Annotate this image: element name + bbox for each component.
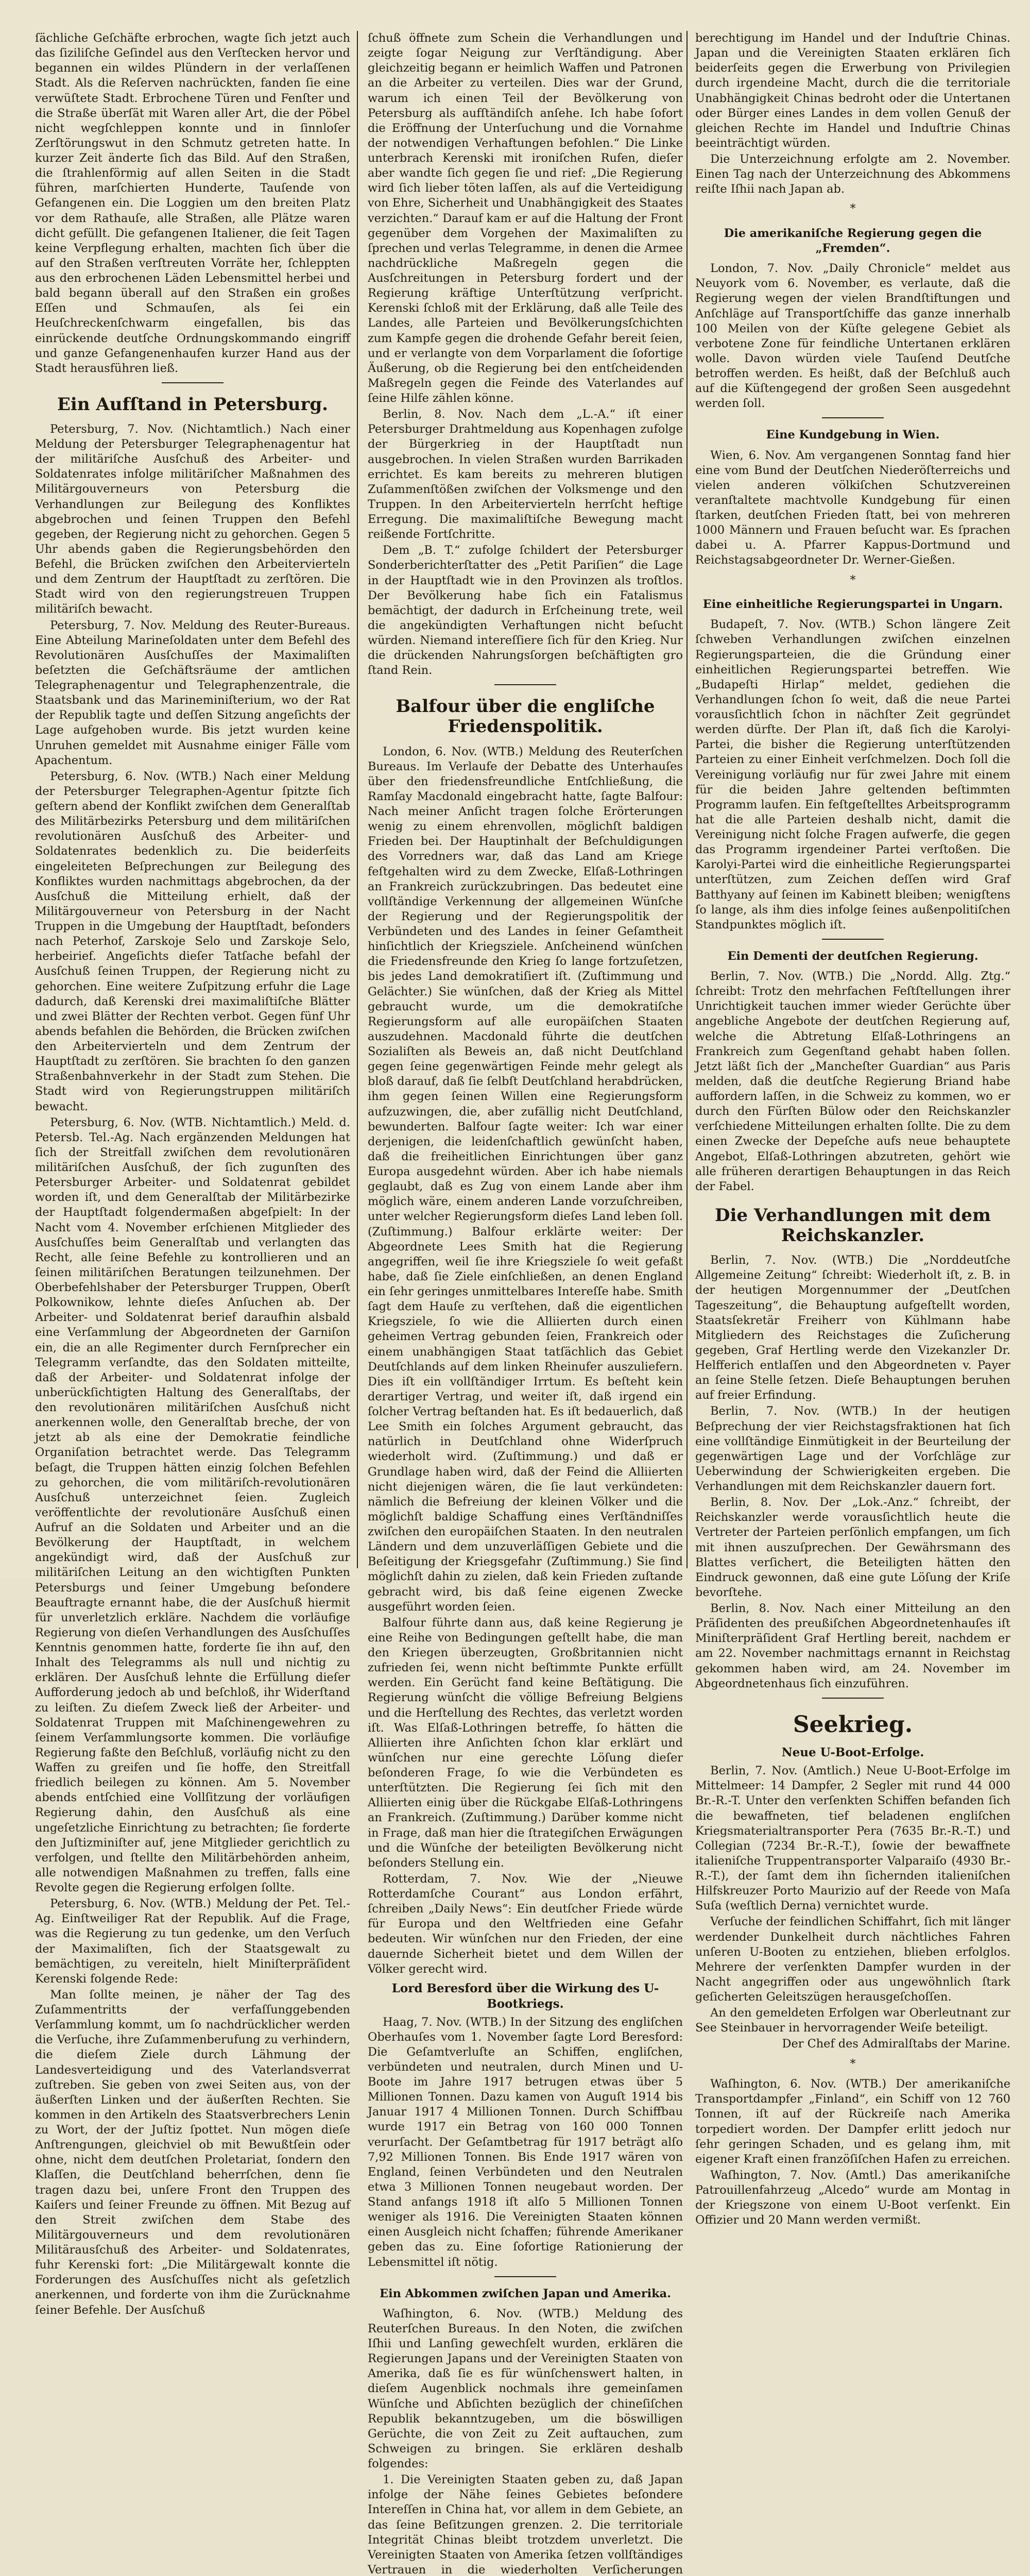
paragraph: ſchuß öffnete zum Schein die Verhandlungen und zeigte ſogar Neigung zur Verſtändigung. Aber gleichzeitig begann er heimlich Waffen und Patronen an die Arbeiter zu verteilen. Dies war der Grund, warum ich einen Teil der Bevölkerung von Petersburg als aufſtändiſch anſehe. Ich habe ſofort die Eröffnung der Unterſuchung und die Vornahme der notwendigen Verhaftungen befohlen.“ Die Linke unterbrach Kerenski mit ironiſchen Rufen, dieſer aber wandte ſich gegen ſie und rief: „Die Regierung wird ſich lieber töten laſſen, als auf die Verteidigung von Ehre, Sicherheit und Unabhängigkeit des Staates verzichten.“ Darauf kam er auf die Haltung der Front gegenüber dem Vorgehen der Maximaliſten zu ſprechen und verlas Telegramme, in denen die Armee nachdrückliche Maßregeln gegen die Ausſchreitungen in Petersburg fordert und der Regierung kräftige Unterſtützung verſpricht. Kerenski ſchloß mit der Erklärung, daß alle Teile des Landes, alle Parteien und Bevölkerungsſchichten zum Kampfe gegen die drohende Gefahr bereit ſeien, und er verlangte von dem Vorparlament die ſofortige Äußerung, ob die Regierung bei den entſcheidenden Maßregeln gegen die Feinde des Vaterlandes auf ſeine Hilfe zählen könne. (368, 31, 683, 405)
column-2 (368, 31, 683, 2576)
column-rule (357, 31, 358, 1568)
headline-fremden: Die amerikaniſche Regierung gegen die „Fremden“. (724, 226, 982, 256)
paragraph: Berlin, 8. Nov. Nach dem „L.-A.“ iſt einer Petersburger Drahtmeldung aus Kopenhagen zufolge der Bürgerkrieg in der Hauptſtadt nun ausgebrochen. In vielen Straßen wurden Barrikaden errichtet. Es kam bereits zu mehreren blutigen Zuſammenſtößen zwiſchen der Volksmenge und den Truppen. In den Arbeitervierteln herrſcht heftige Erregung. Die maximaliſtiſche Bewegung macht reißende Fortſchritte. (368, 408, 683, 541)
paragraph: Die Unterzeichnung erfolgte am 2. November. Einen Tag nach der Unterzeichnung des Abkommens reiſte Iſhii nach Japan ab. (695, 152, 1010, 196)
paragraph: London, 7. Nov. „Daily Chronicle“ meldet aus Neuyork vom 6. November, es verlaute, daß die Regierung wegen der vielen Brandſtiftungen und Anſchläge auf Transportſchiffe das ganze innerhalb 100 Meilen von der Küſte gelegene Gebiet als verbotene Zone für feindliche Untertanen erklären wolle. Davon würden viele Tauſend Deutſche betroffen werden. Es heißt, daß der Beſchluß auch auf die Küſtengegend der großen Seen ausgedehnt werden ſoll. (695, 262, 1010, 411)
paragraph: Petersburg, 7. Nov. Meldung des Reuter-Bureaus. Eine Abteilung Marineſoldaten unter dem Befehl des Revolutionären Ausſchuſſes der Maximaliſten beſetzten die Geſchäftsräume der amtlichen Telegraphenagentur und Telegraphenzentrale, die Staatsbank und das Marineminiſterium, wo der Rat der Republik tagte und deſſen Sitzung angeſichts der Lage aufgehoben wurde. Bis jetzt wurden keine Unruhen gemeldet mit Ausnahme einiger Fälle vom Apachentum. (35, 618, 350, 767)
paragraph: 1. Die Vereinigten Staaten geben zu, daß Japan infolge der Nähe ſeines Gebietes beſondere Intereſſen in China hat, vor allem in dem Gebiete, an das ſeine Beſitzungen grenzen. 2. Die territoriale Integrität Chinas bleibt trotzdem unverletzt. Die Vereinigten Staaten von Amerika ſetzen vollſtändiges Vertrauen in die wiederholten Verſicherungen (368, 2473, 683, 2576)
paragraph: Berlin, 7. Nov. (WTB.) Die „Nordd. Allg. Ztg.“ ſchreibt: Trotz den mehrfachen Feſtſtellungen ihrer Unrichtigkeit tauchen immer wieder Gerüchte über angebliche Angebote der deutſchen Regierung auf, welche die Abtretung Elſaß-Lothringens an Frankreich zum Gegenſtand gehabt haben ſollen. Jetzt läßt ſich der „Mancheſter Guardian“ aus Paris melden, daß die deutſche Regierung Briand habe auffordern laſſen, in die Schweiz zu kommen, wo er durch den Fürſten Bülow oder den Reichskanzler verſchiedene Mitteilungen erhalten ſollte. Die zu dem einen Zwecke der Depeſche aufs neue behauptete Angebot, Elſaß-Lothringen abzutreten, gehört wie alle früheren derartigen Behauptungen in das Reich der Fabel. (695, 970, 1010, 1193)
paragraph: Berlin, 7. Nov. (WTB.) Die „Norddeutſche Allgemeine Zeitung“ ſchreibt: Wiederholt iſt, z. B. in der heutigen Morgennummer der „Deutſchen Tageszeitung“, die Behauptung aufgeſtellt worden, Staatsſekretär Freiherr von Kühlmann habe Mitgliedern des Reichstages die Zuſicherung gegeben, Graf Hertling werde den Vizekanzler Dr. Helfferich entlaſſen und den Abgeordneten v. Payer an ſeine Stelle ſetzen. Dieſe Behauptungen beruhen auf freier Erfindung. (695, 1253, 1010, 1402)
headline-beresford: Lord Beresford über die Wirkung des U-Bootkriegs. (391, 1981, 659, 2011)
separator-line (494, 684, 556, 685)
headline-japan: Ein Abkommen zwiſchen Japan und Amerika. (380, 2286, 671, 2300)
paragraph: Budapeſt, 7. Nov. (WTB.) Schon längere Zeit ſchweben Verhandlungen zwiſchen einzelnen Regierungsparteien, die die Gründung einer einheitlichen Regierungspartei betreffen. Wie „Budapeſti Hirlap“ meldet, gediehen die Verhandlungen ſchon ſo weit, daß die neue Partei vorausſichtlich ſchon in nächſter Zeit gegründet werden dürfte. Der Plan iſt, daß ſich die Karolyi-Partei, die bisher die Regierung unterſtützenden Parteien zu einer Einheit verſchmelzen. Doch ſoll die Vereinigung vorläufig nur für zwei Jahre mit einem für die beiden Jahre geltenden beſtimmten Programm laufen. Ein feſtgeſtelltes Arbeitsprogramm hat die alle Parteien deshalb nicht, damit die Vereinigung nicht ſolche Fragen aufwerfe, die gegen das Programm irgendeiner Partei verſtoßen. Die Karolyi-Partei wird die einheitliche Regierungspartei unterſtützen, zum Zeichen deſſen wird Graf Batthyany auf ſeinen im Kabinett bleiben; wenigſtens ſo lange, als ihm dies infolge ſeines außenpolitiſchen Standpunktes möglich iſt. (695, 618, 1010, 931)
paragraph: An den gemeldeten Erfolgen war Oberleutnant zur See Steinbauer in hervorragender Weiſe beteiligt. (695, 2006, 1010, 2035)
paragraph: Berlin, 7. Nov. (WTB.) In der heutigen Beſprechung der vier Reichstagsfraktionen hat ſich eine vollſtändige Einmütigkeit in der Beurteilung der gegenwärtigen Lage und der Vorſchläge zur Ueberwindung der Schwierigkeiten ergeben. Die Verhandlungen mit dem Reichskanzler dauern fort. (695, 1404, 1010, 1493)
paragraph: Petersburg, 7. Nov. (Nichtamtlich.) Nach einer Meldung der Petersburger Telegraphenagentur hat der militäriſche Ausſchuß des Arbeiter- und Soldatenrates infolge militäriſcher Maßnahmen des Militärgouverneurs von Petersburg die Verhandlungen zur Beilegung des Konfliktes abgebrochen und ſeinen Truppen den Befehl gegeben, der Regierung nicht zu gehorchen. Gegen 5 Uhr abends gaben die Regierungsbehörden den Befehl, die Brücken zwiſchen den Arbeitervierteln und dem Zentrum der Hauptſtadt zu zerſtören. Die Stadt wird von den regierungstreuen Truppen militäriſch bewacht. (35, 422, 350, 616)
signature-admiral: Der Chef des Admiralſtabs der Marine. (782, 2037, 1010, 2051)
paragraph: Verſuche der feindlichen Schiffahrt, ſich mit länger werdender Dunkelheit durch nächtliches Fahren unſeren U-Booten zu entziehen, blieben erfolglos. Mehrere der verſenkten Dampfer wurden in der Nacht angegriffen oder aus ungewöhnlich ſtark geſicherten Geleitszügen herausgeſchoſſen. (695, 1915, 1010, 2004)
headline-wien: Eine Kundgebung in Wien. (766, 428, 940, 442)
paragraph: Wien, 6. Nov. Am vergangenen Sonntag fand hier eine vom Bund der Deutſchen Niederöſterreichs und vielen anderen völkiſchen Schutzvereinen veranſtaltete machtvolle Kundgebung für einen ſtarken, deutſchen Frieden ſtatt, bei von mehreren 1000 Männern und Frauen beſucht war. Es ſprachen dabei u. A. Pfarrer Kappus-Dortmund und Reichstagsabgeordneter Dr. Werner-Gießen. (695, 448, 1010, 567)
column-1 (35, 31, 350, 2317)
paragraph: Haag, 7. Nov. (WTB.) In der Sitzung des engliſchen Oberhauſes vom 1. November ſagte Lord Beresford: Die Geſamtverluſte an Schiffen, engliſchen, verbündeten und neutralen, durch Minen und U-Boote im Jahre 1917 betrugen etwas über 5 Millionen Tonnen. Dazu kamen von Auguſt 1914 bis Januar 1917 4 Millionen Tonnen. Durch Schiffbau wurde 1917 ein Betrag von 160 000 Tonnen verurſacht. Der Geſamtbetrag für 1917 beträgt alſo 7,92 Millionen Tonnen. Bis Ende 1917 wären von England, ſeinen Verbündeten und den Neutralen etwa 3 Millionen Tonnen neugebaut worden. Der Stand anfangs 1918 iſt alſo 5 Millionen Tonnen weniger als 1916. Die Vereinigten Staaten können einen Ausgleich nicht ſchaffen; führende Amerikaner geben das zu. Eine ſofortige Rationierung der Lebensmittel iſt nötig. (368, 2015, 683, 2269)
headline-balfour: Balfour über die engliſche Friedenspolitik. (396, 696, 655, 737)
headline-dementi: Ein Dementi der deutſchen Regierung. (727, 949, 978, 963)
paragraph: Rotterdam, 7. Nov. Wie der „Nieuwe Rotterdamſche Courant“ aus London erfährt, ſchreiben „Daily News“: Ein deutſcher Friede würde für Europa und den Weltfrieden eine Gefahr bedeuten. Wir wünſchen nur den Frieden, der eine dauernde Sicherheit bietet und dem Willen der Völker gerecht wird. (368, 1872, 683, 1976)
paragraph: Waſhington, 7. Nov. (Amtl.) Das amerikaniſche Patrouillenfahrzeug „Alcedo“ wurde am Montag in der Kriegszone von einem U-Boot verſenkt. Ein Offizier und 20 Mann werden vermißt. (695, 2168, 1010, 2227)
article-continuation: ſächliche Geſchäfte erbrochen, wagte ſich jetzt auch das ſiziliſche Geſindel aus den Verſtecken hervor und begannen ein wildes Plündern in der verlaſſenen Stadt. Als die Reſerven nachrückten, fanden ſie eine verwüſtete Stadt. Erbrochene Türen und Fenſter und die Straße überſät mit Waren aller Art, die der Pöbel nicht wegſchleppen konnte und in ſinnloſer Zerſtörungswut in den Schmutz getreten hatte. In kurzer Zeit änderte ſich das Bild. Auf den Straßen, die ſtrahlenförmig auf allen Seiten in die Stadt führen, marſchierten Hunderte, Tauſende von Gefangenen ein. Die Loggien um den breiten Platz vor dem Rathauſe, alle Straßen, alle Plätze waren dicht gefüllt. Die gefangenen Italiener, die ſeit Tagen keine Verpflegung erhalten, machten ſich über die auf den Straßen verſtreuten Vorräte her, ſchleppten aus den erbrochenen Läden Lebensmittel herbei und bald begann überall auf den Straßen ein großes Eſſen und Schmauſen, als ſei ein Heuſchreckenſchwarm eingefallen, bis das einrückende deutſche Ordnungskommando eingriff und ganze Gefangenenhaufen kurzer Hand aus der Stadt herausführen ließ. (35, 31, 350, 375)
paragraph: Petersburg, 6. Nov. (WTB.) Nach einer Meldung der Petersburger Telegraphen-Agentur ſpitzte ſich geſtern abend der Konflikt zwiſchen dem Generalſtab des Militärbezirks Petersburg und dem militäriſchen revolutionären Ausſchuß des Arbeiter- und Soldatenrates bedenklich zu. Die beiderſeits eingeleiteten Beſprechungen zur Beilegung des Konfliktes wurden nachmittags abgebrochen, da der Ausſchuß die Mitteilung erhielt, daß der Militärgouverneur von Petersburg in der Nacht Truppen in die Umgebung der Hauptſtadt, beſonders nach Peterhof, Zarskoje Selo und Zarskoje Selo, herbeirief. Angeſichts dieſer Tatſache befahl der Ausſchuß ſeinen Truppen, der Regierung nicht zu gehorchen. Eine weitere Zuſpitzung erfuhr die Lage dadurch, daß Kerenski drei maximaliſtiſche Blätter und zwei Blätter der Rechten verbot. Gegen fünf Uhr abends befahlen die Behörden, die Brücken zwiſchen den Arbeitervierteln und dem Zentrum der Hauptſtadt zu zerſtören. Sie brachten ſo den ganzen Straßenbahnverkehr in der Stadt zum Stehen. Die Stadt wird von Regierungstruppen militäriſch bewacht. (35, 769, 350, 1113)
separator-line (822, 417, 884, 418)
column-3 (695, 31, 1010, 2227)
headline-ungarn: Eine einheitliche Regierungspartei in Ungarn. (702, 598, 1003, 612)
paragraph: Petersburg, 6. Nov. (WTB. Nichtamtlich.) Meld. d. Petersb. Tel.-Ag. Nach ergänzenden Meldungen hat ſich der Streitfall zwiſchen dem revolutionären militäriſchen Ausſchuß, der ſich zugunſten des Petersburger Arbeiter- und Soldatenrat gebildet worden iſt, und dem Generalſtab der Militärbezirke der Hauptſtadt folgendermaßen abgeſpielt: In der Nacht vom 4. November erſchienen Mitglieder des Ausſchuſſes beim Generalſtab und verlangten das Recht, alle ſeine Befehle zu kontrollieren und an ſeinen militäriſchen Beratungen teilzunehmen. Der Oberbefehlshaber der Petersburger Truppen, Oberſt Polkownikow, lehnte dieſes Anſuchen ab. Der Arbeiter- und Soldatenrat berief daraufhin alsbald eine Verſammlung der Abgeordneten der Garniſon ein, die an alle Regimenter durch Fernſprecher ein Telegramm verſandte, das den Soldaten mitteilte, daß der Arbeiter- und Soldatenrat infolge der unberückſichtigten Haltung des Generalſtabs, der den revolutionären militäriſchen Ausſchuß nicht anerkennen wolle, den Generalſtab breche, der von jetzt ab als eine der Demokratie feindliche Organiſation betrachtet werde. Das Telegramm beſagt, die Truppen hätten einzig ſolchen Befehlen zu gehorchen, die vom militäriſch-revolutionären Ausſchuß unterzeichnet ſeien. Zugleich veröffentlichte der revolutionäre Ausſchuß einen Aufruf an die Soldaten und Arbeiter und an die Bevölkerung der Hauptſtadt, in welchem angekündigt wird, daß der Ausſchuß zur militäriſchen Leitung an den wichtigſten Punkten Petersburgs und ſeiner Umgebung beſondere Beauftragte ernannt habe, die der Ausſchuß hiermit für unverletzlich erkläre. Nachdem die vorläufige Regierung von dieſen Verhandlungen des Ausſchuſſes Kenntnis genommen hatte, forderte ſie ihn auf, den Inhalt des Telegramms als null und nichtig zu erklären. Der Ausſchuß lehnte die Erfüllung dieſer Aufforderung jedoch ab und beſchloß, ihr Widerſtand zu leiſten. Zu dieſem Zweck ließ der Arbeiter- und Soldatenrat Truppen mit Maſchinengewehren zu ſeinem Verſammlungsorte kommen. Die vorläufige Regierung faßte den Beſchluß, vorläufig nicht zu den Waffen zu greifen und ſie hoffe, den Streitfall friedlich beilegen zu können. Am 5. November abends entſchied eine Vollſitzung der vorläufigen Regierung dahin, den Ausſchuß als eine ungeſetzliche Einrichtung zu betrachten; ſie forderte den Juſtizminiſter auf, jene Mitglieder gerichtlich zu verfolgen, und ſtellte den Militärbehörden anheim, alle notwendigen Maßnahmen zu treffen, falls eine Revolte gegen die Regierung erfolgen ſollte. (35, 1115, 350, 1895)
paragraph: Balfour führte dann aus, daß keine Regierung je eine Reihe von Bedingungen geſtellt habe, die man den Kriegen überzeugten, Großbritannien nicht zufrieden ſei, wenn nicht beſtimmte Punkte erfüllt werden. Ein Gerücht fand keine Beſtätigung. Die Regierung wünſcht die völlige Befreiung Belgiens und die Herſtellung des Rechtes, das verletzt worden iſt. Was Elſaß-Lothringen betreffe, ſo hätten die Alliierten ihre Anſichten ſchon klar erklärt und wünſchen nur eine gerechte Löſung dieſer beſonderen Frage, ſo wie die Verbündeten es unterſtützten. Die Regierung ſei ſich mit den Alliierten einig über die Rückgabe Elſaß-Lothringens an Frankreich. (Zuſtimmung.) Darüber komme nicht in Frage, daß man hier die ſtrategiſchen Erwägungen und die Wünſche der beteiligten Bevölkerung nicht beſonders Stellung ein. (368, 1616, 683, 1870)
headline-petersburg: Ein Aufſtand in Petersburg. (57, 394, 328, 415)
paragraph: Petersburg, 6. Nov. (WTB.) Meldung der Pet. Tel.-Ag. Einſtweiliger Rat der Republik. Auf die Frage, was die Regierung zu tun gedenke, um den Verſuch der Maximaliſten, ſich der Staatsgewalt zu bemächtigen, zu vereiteln, hielt Miniſterpräſident Kerenski folgende Rede: (35, 1897, 350, 1986)
separator-line (162, 382, 224, 383)
asterisk-divider: * (850, 573, 856, 587)
paragraph: London, 6. Nov. (WTB.) Meldung des Reuterſchen Bureaus. Im Verlaufe der Debatte des Unterhauſes über den friedensfreundliche Entſchließung, die Ramſay Macdonald eingebracht hatte, ſagte Balfour: Nach meiner Anſicht tragen ſolche Erörterungen wenig zu einem ehrenvollen, möglichſt baldigen Frieden bei. Der Hauptinhalt der Beſchuldigungen des Vorredners war, daß das Land am Kriege feſtgehalten wird zu dem Zwecke, Elſaß-Lothringen an Frankreich zurückzubringen. Das bedeutet eine vollſtändige Verkennung der allgemeinen Wünſche der Regierung und der Regierungspolitik der Verbündeten und des Landes in ſeiner Geſamtheit hinſichtlich der Kriegsziele. Anſcheinend wünſchen die Friedensfreunde den Krieg ſo lange fortzuſetzen, bis jedes Land demokratiſiert iſt. (Zuſtimmung und Gelächter.) Sie wünſchen, daß der Krieg als Mittel gebraucht wurde, um die demokratiſche Regierungsform auf alle europäiſchen Staaten auszudehnen. Macdonald führte die deutſchen Sozialiſten als Beweis an, daß nicht Deutſchland gegen ſeine gegenwärtigen Feinde mehr gelegt als bloß darauf, daß ſie ſelbſt Deutſchland herabdrücken, ihm gegen ſeinen Willen eine Regierungsform aufzuzwingen, die, aber zufällig nicht Deutſchland, bewunderten. Balfour ſagte weiter: Ich war einer derjenigen, die leidenſchaftlich gewünſcht haben, daß die freiheitlichen Einrichtungen über ganz Europa ausgedehnt würden. Aber ich habe niemals geglaubt, daß es Zug von einem Lande aber ihm möglich wäre, einem anderen Lande vorzuſchreiben, unter welcher Regierungsform dieſes Land leben ſoll. (Zuſtimmung.) Balfour erklärte weiter: Der Abgeordnete Lees Smith hat die Regierung angegriffen, weil ſie ihre Kriegsziele ſo weit gefaßt habe, daß ſie Ziele einſchließen, an denen England ein ſehr geringes unmittelbares Intereſſe habe. Smith ſagt dem Hauſe zu verſtehen, daß die eigentlichen Kriegsziele, ſo wie die Alliierten durch einen geheimen Vertrag gebunden ſeien, Frankreich oder einem unabhängigen Staat tatſächlich das Gebiet Deutſchlands auf dem linken Rheinufer auszuliefern. Dies iſt ein vollſtändiger Irrtum. Es beſteht kein derartiger Vertrag, und weiter iſt, daß irgend ein ſolcher Vertrag beſtanden hat. Es iſt bedauerlich, daß Lee Smith ein ſolches Argument gebraucht, das natürlich in Deutſchland ohne Widerſpruch wiederholt wird. (Zuſtimmung.) und daß er Grundlage haben wird, daß der Feind die Alliierten nicht diejenigen wären, die ſie laut verkündeten: nämlich die Befreiung der kleinen Völker und die möglichſt baldige Schaffung eines Verſtändniſſes zwiſchen den europäiſchen Staaten. In den neutralen Ländern und dem unzuverläſſigen Gebiete und die Beſeitigung der Kriegsgefahr (Zuſtimmung.) Sie ſind möglichſt dahin zu zielen, daß kein Frieden zuſtande gebracht wird, bis daß ſeine eigenen Zwecke ausgeführt worden ſeien. (368, 744, 683, 1614)
separator-line (822, 939, 884, 940)
paragraph: Berlin, 8. Nov. Der „Lok.-Anz.“ ſchreibt, der Reichskanzler werde vorausſichtlich heute die Vertreter der Parteien perſönlich empfangen, um ſich mit ihnen auszuſprechen. Der Gewährsmann des Blattes verſichert, die Beteiligten hätten den Eindruck gewonnen, daß eine gute Löſung der Kriſe bevorſtehe. (695, 1496, 1010, 1599)
paragraph: Berlin, 7. Nov. (Amtlich.) Neue U-Boot-Erfolge im Mittelmeer: 14 Dampfer, 2 Segler mit rund 44 000 Br.-R.-T. Unter den verſenkten Schiffen befanden ſich die bewaffneten, tief beladenen engliſchen Kriegsmaterialtransporter Pera (7635 Br.-R.-T.) und Collegian (7234 Br.-R.-T.), ſowie der bewaffnete italieniſche Truppentransporter Valparaiſo (4930 Br.-R.-T.), der ſamt dem ihn ſichernden italieniſchen Hilfskreuzer Porto Maurizio auf der Reede von Maſa Suſa (weſtlich Derna) vernichtet wurde. (695, 1764, 1010, 1913)
paragraph: Waſhington, 6. Nov. (WTB.) Der amerikaniſche Transportdampfer „Finland“, ein Schiff von 12 760 Tonnen, iſt auf der Rückreiſe nach Amerika torpediert worden. Der Dampfer erlitt jedoch nur ſehr geringen Schaden, und es gelang ihm, mit eigener Kraft einen franzöſiſchen Hafen zu erreichen. (695, 2077, 1010, 2166)
column-rule (686, 31, 688, 1568)
headline-seekrieg: Seekrieg. (793, 1711, 913, 1738)
subheadline-uboot: Neue U-Boot-Erfolge. (781, 1745, 924, 1760)
separator-line (494, 2276, 556, 2277)
separator-line (822, 1698, 884, 1699)
paragraph: Waſhington, 6. Nov. (WTB.) Meldung des Reuterſchen Bureaus. In den Noten, die zwiſchen Iſhii und Lanſing gewechſelt wurden, erklären die Regierungen Japans und der Vereinigten Staaten von Amerika, daß ſie es für wünſchenswert halten, in dieſem Augenblick nochmals ihre gemeinſamen Wünſche und Abſichten bezüglich der chineſiſchen Republik bekanntzugeben, um die böswilligen Gerüchte, die von Zeit zu Zeit auftauchen, zum Schweigen zu bringen. Sie erklären deshalb folgendes: (368, 2307, 683, 2471)
asterisk-divider: * (850, 2057, 856, 2071)
headline-reichskanzler: Die Verhandlungen mit dem Reichskanzler. (714, 1205, 991, 1246)
paragraph: berechtigung im Handel und der Induſtrie Chinas. Japan und die Vereinigten Staaten erklären ſich beiderſeits gegen die Erwerbung von Privilegien durch irgendeine Macht, durch die die territoriale Unabhängigkeit Chinas bedroht oder die Untertanen oder Bürger eines Landes in dem vollen Genuß der gleichen Rechte im Handel und Induſtrie Chinas beeinträchtigt würden. (695, 31, 1010, 150)
asterisk-divider: * (850, 202, 856, 216)
paragraph: Dem „B. T.“ zufolge ſchildert der Petersburger Sonderberichterſtatter des „Petit Pariſien“ die Lage in der Hauptſtadt wie in den Provinzen als troſtlos. Der Bevölkerung habe ſich ein Fatalismus bemächtigt, der dadurch in Erſcheinung trete, weil die angekündigten Verhaftungen nicht beſucht würden. Niemand intereſſiere ſich für den Krieg. Nur die drückenden Nahrungsſorgen beſchäftigten gro ſtand Rein. (368, 544, 683, 677)
paragraph: Man ſollte meinen, je näher der Tag des Zuſammentritts der verfaſſunggebenden Verſammlung kommt, um ſo nachdrücklicher werden die Verſuche, ihre Zuſammenberufung zu verhindern, die dieſem Ziele durch Lähmung der Landesverteidigung und des Vaterlandsverrat zuſtreben. Sie geben von zwei Seiten aus, von der äußerſten Linken und der äußerſten Rechten. Sie kommen in den Artikeln des Staatsverbrechers Lenin zu Wort, der der Juſtiz ſpottet. Nun mögen dieſe Anſtrengungen, gleichviel ob mit Bewußtſein oder ohne, nicht dem deutſchen Proletariat, ſondern den Klaſſen, die Deutſchland beherrſchen, denn ſie tragen dazu bei, unſere Front den Truppen des Kaiſers und ſeiner Freunde zu öffnen. Mit Bezug auf den Streit zwiſchen dem Stabe des Militärgouverneurs und dem revolutionären Militärausſchuß des Arbeiter- und Soldatenrates, fuhr Kerenski fort: „Die Militärgewalt konnte die Forderungen des Ausſchuſſes nicht als geſetzlich anerkennen, und forderte von ihm die Zurücknahme ſeiner Befehle. Der Ausſchuß (35, 1988, 350, 2317)
paragraph: Berlin, 8. Nov. Nach einer Mitteilung an den Präſidenten des preußiſchen Abgeordnetenhauſes iſt Miniſterpräſident Graf Hertling bereit, nachdem er am 22. November nachmittags ernannt in Reichstag gekommen haben wird, am 24. November im Abgeordnetenhaus ſich einzuführen. (695, 1602, 1010, 1690)
